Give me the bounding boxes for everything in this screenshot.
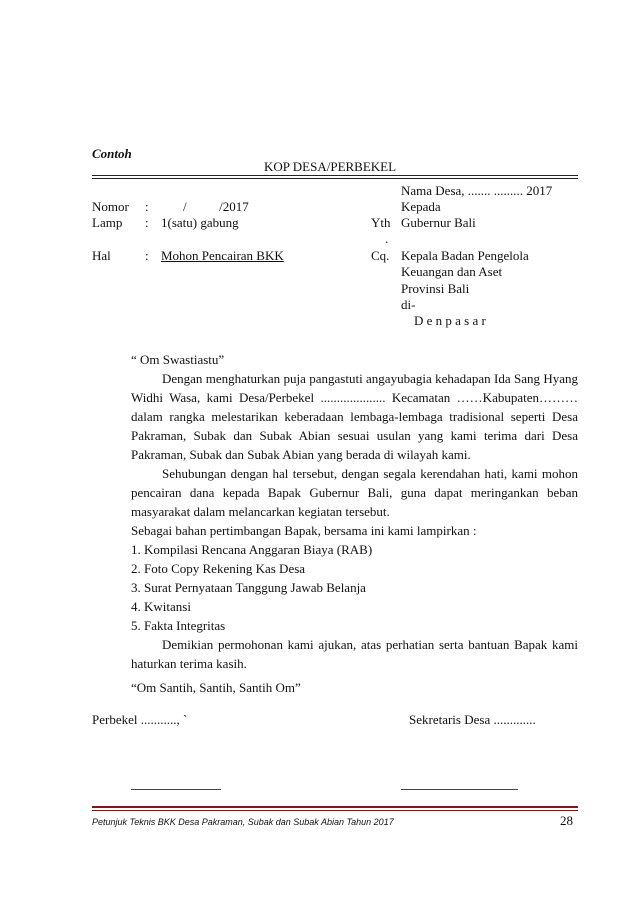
nomor-label: Nomor bbox=[92, 199, 129, 214]
kepada-label: Kepada bbox=[401, 199, 441, 214]
hal-colon: : bbox=[145, 248, 149, 263]
yth-dot: . bbox=[385, 231, 389, 246]
date-line: Nama Desa, ....... ......... 2017 bbox=[401, 183, 553, 198]
attachment-intro: Sebagai bahan pertimbangan Bapak, bersama ini kami lampirkan : bbox=[131, 523, 477, 538]
nomor-colon: : bbox=[145, 199, 149, 214]
signature-sekretaris: Sekretaris Desa ............. bbox=[409, 712, 536, 727]
letter-body bbox=[131, 350, 578, 673]
salam-open: “ Om Swastiastu” bbox=[131, 352, 225, 367]
contoh-label: Contoh bbox=[92, 146, 132, 161]
footer-divider-thick bbox=[92, 806, 578, 808]
cq-line-1: Kepala Badan Pengelola bbox=[401, 248, 529, 263]
kop-divider-top bbox=[92, 175, 578, 176]
hal-label: Hal bbox=[92, 248, 111, 263]
attachment-item-2: 2. Foto Copy Rekening Kas Desa bbox=[131, 561, 306, 576]
attachment-item-3: 3. Surat Pernyataan Tanggung Jawab Belanja bbox=[131, 580, 366, 595]
cq-line-5: D e n p a s a r bbox=[414, 313, 486, 328]
kop-divider-bottom bbox=[92, 178, 578, 179]
paragraph-3: Demikian permohonan kami ajukan, atas perhatian serta bantuan Bapak kami haturkan terima kasih. bbox=[131, 637, 578, 671]
yth-value: Gubernur Bali bbox=[401, 215, 476, 230]
yth-label: Yth bbox=[371, 215, 391, 230]
cq-line-4: di- bbox=[401, 297, 416, 312]
salam-close: “Om Santih, Santih, Santih Om” bbox=[131, 680, 301, 695]
lamp-colon: : bbox=[145, 215, 149, 230]
cq-line-2: Keuangan dan Aset bbox=[401, 264, 503, 279]
signature-perbekel: Perbekel ..........., ` bbox=[92, 712, 188, 727]
footer-divider-thin bbox=[92, 810, 578, 811]
cq-label: Cq. bbox=[371, 248, 390, 263]
lamp-label: Lamp bbox=[92, 215, 123, 230]
paragraph-1: Dengan menghaturkan puja pangastuti angayubagia kehadapan Ida Sang Hyang Widhi Wasa, kami Desa/Perbekel .................... Kecamatan ……Kabupaten……… dalam rangka melestarikan keberadaan lembaga-lembaga tradisional seperti Desa Pakraman, Subak dan Subak Abian sesuai usulan yang kami terima dari Desa Pakraman, Subak dan Subak Abian yang berada di wilayah kami. bbox=[131, 371, 578, 462]
signature-line-right bbox=[401, 789, 518, 790]
lamp-value: 1(satu) gabung bbox=[161, 215, 239, 230]
page-number: 28 bbox=[560, 813, 573, 828]
kop-title: KOP DESA/PERBEKEL bbox=[264, 159, 397, 174]
footer-title: Petunjuk Teknis BKK Desa Pakraman, Subak dan Subak Abian Tahun 2017 bbox=[92, 817, 394, 827]
paragraph-2: Sehubungan dengan hal tersebut, dengan segala kerendahan hati, kami mohon pencairan dana kepada Bapak Gubernur Bali, guna dapat meringankan beban masyarakat dalam melancarkan kegiatan tersebut. bbox=[131, 466, 578, 519]
attachment-item-5: 5. Fakta Integritas bbox=[131, 618, 226, 633]
hal-value: Mohon Pencairan BKK bbox=[161, 248, 284, 263]
attachment-item-4: 4. Kwitansi bbox=[131, 599, 191, 614]
attachment-item-1: 1. Kompilasi Rencana Anggaran Biaya (RAB) bbox=[131, 542, 373, 557]
nomor-value: / /2017 bbox=[183, 199, 249, 214]
cq-line-3: Provinsi Bali bbox=[401, 281, 470, 296]
signature-line-left bbox=[131, 789, 221, 790]
